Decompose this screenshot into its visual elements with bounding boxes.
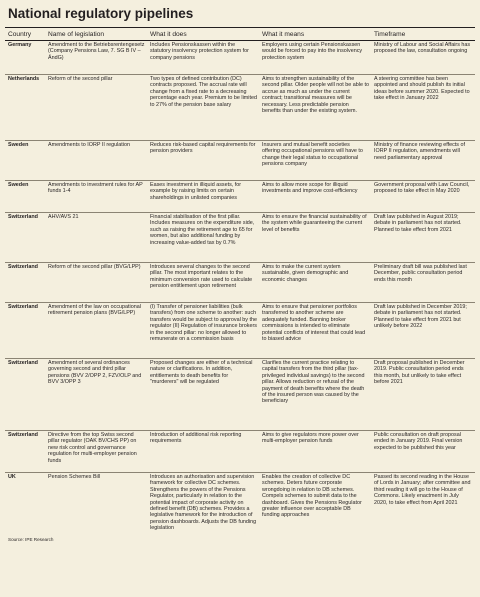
table-row [5, 303, 475, 359]
cell-does: Financial stabilisation of the first pillar. Includes measures on the expenditure side, such as raising the retirement age to 65 for women, but also additional funding by increasing value-added tax by 0.7% [147, 213, 259, 263]
cell-legislation: Amendment of the law on occupational retirement pension plans (BVG/LPP) [45, 303, 147, 359]
cell-does: Two types of defined contribution (DC) contracts proposed. The accrual rate will change from a fixed rate to a decreasing percentage each year. Premium to be limited to 27% of the pension base salary [147, 75, 259, 141]
cell-country: Switzerland [5, 263, 45, 303]
cell-legislation: Amendment of several ordinances governing second and third pillar pensions (BVV 2/OPP 2, FZV/OLP and BVV 3/OPP 3 [45, 359, 147, 431]
column-header-does: What it does [147, 30, 259, 41]
cell-timeframe: Government proposal with Law Council, proposed to take effect in May 2020 [371, 181, 475, 213]
cell-does: Eases investment in illiquid assets, for example by raising limits on certain shareholdings in unlisted companies [147, 181, 259, 213]
cell-country: Netherlands [5, 75, 45, 141]
table-header [5, 30, 475, 41]
cell-legislation: Amendments to investment rules for AP funds 1-4 [45, 181, 147, 213]
cell-means: Employers using certain Pensionskassen would be forced to pay into the insolvency protection system [259, 41, 371, 75]
page-title: National regulatory pipelines [8, 6, 194, 21]
table-row [5, 263, 475, 303]
cell-legislation: Directive from the top Swiss second pillar regulator (OAK BV/CHS PP) on new risk control and governance regulation for multi-employer pension funds [45, 431, 147, 473]
cell-timeframe: Draft law published in December 2019; debate in parliament has not started. Planned to take effect from 2021 but unlikely before 2022 [371, 303, 475, 359]
cell-legislation: Reform of the second pillar [45, 75, 147, 141]
table-row [5, 141, 475, 181]
cell-timeframe: Ministry of Labour and Social Affairs has proposed the law, consultation ongoing [371, 41, 475, 75]
cell-legislation: Reform of the second pillar (BVG/LPP) [45, 263, 147, 303]
cell-timeframe: Public consultation on draft proposal ended in January 2019. Final version expected to be published this year [371, 431, 475, 473]
cell-means: Clarifies the current practice relating to capital transfers from the third pillar (tax-privileged individual savings) to the second pillar. Allows reduction or refusal of the payment of death benefits where the death of the insured person was caused by the beneficiary [259, 359, 371, 431]
top-rule [5, 27, 475, 28]
cell-means: Aims to ensure the financial sustainability of the system while guaranteeing the current level of benefits [259, 213, 371, 263]
cell-country: Germany [5, 41, 45, 75]
cell-means: Aims to strengthen sustainability of the second pillar. Older people will not be able to accrue as much as under the current contract; transitional measures will be necessary. Less predictable pension benefits than under the existing system. [259, 75, 371, 141]
cell-does: Introduces several changes to the second pillar. The most important relates to the minimum conversion rate used to calculate pension entitlement upon retirement [147, 263, 259, 303]
cell-timeframe: A steering committee has been appointed and should publish its initial ideas before summer 2020. Expected to take effect in January 2022 [371, 75, 475, 141]
cell-country: UK [5, 473, 45, 535]
cell-does: Proposed changes are either of a technical nature or clarifications. In addition, entitlements to death benefits for "murderers" will be regulated [147, 359, 259, 431]
table-row [5, 181, 475, 213]
cell-country: Switzerland [5, 359, 45, 431]
column-header-timeframe: Timeframe [371, 30, 475, 41]
cell-country: Sweden [5, 181, 45, 213]
cell-timeframe: Draft law published in August 2019; debate in parliament has not started. Planned to take effect from 2021 [371, 213, 475, 263]
cell-timeframe: Ministry of finance reviewing effects of IORP II regulation, amendments will need parliamentary approval [371, 141, 475, 181]
table-row [5, 359, 475, 431]
cell-timeframe: Preliminary draft bill was published last December, public consultation period ends this month [371, 263, 475, 303]
cell-legislation: AHV/AVS 21 [45, 213, 147, 263]
table-row [5, 213, 475, 263]
table-row [5, 431, 475, 473]
cell-timeframe: Passed its second reading in the House of Lords in January; after committee and third reading it will go to the House of Commons. Likely enactment in July 2020, to take effect from April 2021 [371, 473, 475, 535]
cell-country: Switzerland [5, 213, 45, 263]
column-header-country: Country [5, 30, 45, 41]
source-note: Source: IPE Research [8, 536, 54, 542]
cell-means: Aims to give regulators more power over multi-employer pension funds [259, 431, 371, 473]
table-row [5, 75, 475, 141]
cell-means: Insurers and mutual benefit societies offering occupational pensions will have to change their legal status to occupational pensions company [259, 141, 371, 181]
cell-country: Switzerland [5, 431, 45, 473]
cell-does: Introduction of additional risk reporting requirements [147, 431, 259, 473]
cell-does: Reduces risk-based capital requirements for pension providers [147, 141, 259, 181]
table-row [5, 473, 475, 535]
cell-legislation: Amendments to IORP II regulation [45, 141, 147, 181]
cell-means: Aims to ensure that pensioner portfolios transferred to another scheme are adequately funded. Banning broker commissions is intended to eliminate potential conflicts of interest that could lead to biased advice [259, 303, 371, 359]
cell-does: Introduces an authorisation and supervision framework for collective DC schemes. Strengthens the powers of the Pensions Regulator, particularly in relation to the potential impact of corporate activity on defined benefit (DB) schemes. Provides a legislative framework for the introduction of pension dashboards. Adjusts the DB funding legislation [147, 473, 259, 535]
regulatory-table [5, 30, 475, 535]
cell-country: Switzerland [5, 303, 45, 359]
cell-country: Sweden [5, 141, 45, 181]
table-row [5, 41, 475, 75]
cell-legislation: Pension Schemes Bill [45, 473, 147, 535]
cell-legislation: Amendment to the Betriebsrentengesetz (Company Pensions Law, 7. SG B IV – ÄndG) [45, 41, 147, 75]
cell-means: Aims to make the current system sustainable, given demographic and economic changes [259, 263, 371, 303]
cell-timeframe: Draft proposal published in December 2019. Public consultation period ends this month, but unlikely to take effect before 2021 [371, 359, 475, 431]
cell-does: Includes Pensionskassen within the statutory insolvency protection system for company pensions [147, 41, 259, 75]
cell-means: Aims to allow more scope for illiquid investments and improve cost-efficiency [259, 181, 371, 213]
column-header-means: What it means [259, 30, 371, 41]
cell-does: (I) Transfer of pensioner liabilities (bulk transfers) from one scheme to another: such transfers would be subject to approval by the regulator (II) Regulation of insurance brokers in the second pillar: no longer allowed to remunerate on a commission basis [147, 303, 259, 359]
cell-means: Enables the creation of collective DC schemes. Deters future corporate wrongdoing in relation to DB schemes. Compels schemes to submit data to the dashboard. Gives the Pensions Regulator greater influence over acceptable DB funding approaches [259, 473, 371, 535]
column-header-legislation: Name of legislation [45, 30, 147, 41]
